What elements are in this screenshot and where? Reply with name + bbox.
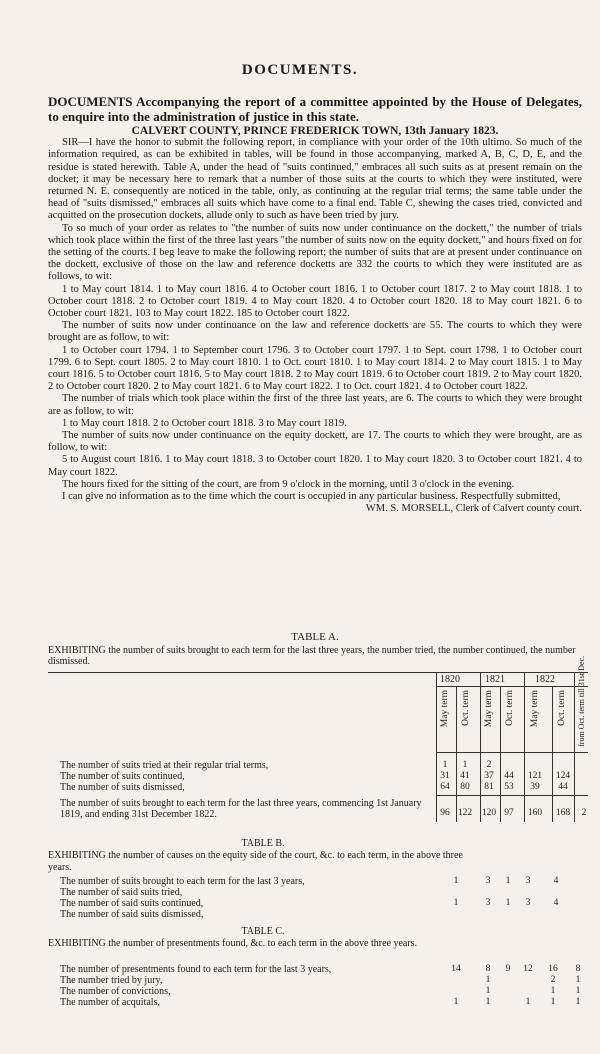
table-c-row-value: 8 (575, 964, 581, 974)
paragraph: SIR—I have the honor to submit the following report, in compliance with your order of the 10th ultimo. So much of the information required, as can be exhibited in tables, will be found in those accompanying, marked A, B, C, D, E, and the residue is stated herewith. Table A, under the head of "suits continued," embraces all such suits as at present remain on the docket; it may be necessary here to remark that a number of those suits at the courts to which they were instituted, were returned N. E. consequently are noticed in the table, only, as continuing at the regular trial terms; the same table under the head of "suits dismissed," embraces all suits which have come to a final end. Table C, shewing the cases tried, convicted and acquitted on the prosecution dockets, allude only to such as have been tried by jury. (48, 137, 582, 222)
intro-section (48, 94, 582, 516)
paragraph: 1 to May court 1818. 2 to October court 1818. 3 to May court 1819. (62, 417, 347, 429)
divider (574, 672, 575, 822)
table-c-row-value: 1 (550, 997, 556, 1007)
table-a-row-value: 31 (440, 771, 450, 781)
column-header: May term (440, 690, 450, 728)
divider (552, 686, 553, 822)
table-c-row-value: 1 (453, 997, 459, 1007)
table-a-title: TABLE A. (291, 631, 339, 643)
paragraph: The hours fixed for the sitting of the court, are from 9 o'clock in the morning, until 3 o'clock in the evening. (62, 478, 515, 490)
table-a-total-label: The number of suits brought to each term for the last three years, commencing 1st January 1819, and ending 31st December 1822. (60, 798, 422, 820)
table-c-row-value: 14 (451, 964, 461, 974)
table-c-row-value: 1 (525, 997, 531, 1007)
table-c-row-label: The number of presentments found to each term for the last 3 years, (60, 964, 332, 975)
table-c-row-value: 1 (575, 997, 581, 1007)
table-b-row-label: The number of suits brought to each term for the last 3 years, (60, 876, 305, 887)
table-b-row-value: 3 (525, 898, 531, 908)
table-a-row-value: 124 (555, 771, 571, 781)
column-header: May term (484, 690, 494, 728)
table-c-row-value: 1 (550, 986, 556, 996)
signature: WM. S. MORSELL, Clerk of Calvert county court. (365, 503, 582, 515)
table-b-title: TABLE B. (241, 838, 285, 849)
table-b-caption: EXHIBITING the number of causes on the equity side of the court, &c. to each term, in the above three years. (48, 850, 463, 873)
table-b-row-value: 1 (453, 898, 459, 908)
table-a-total-value: 160 (527, 808, 543, 818)
page-title: DOCUMENTS. (241, 62, 359, 78)
table-b-row-label: The number of said suits continued, (60, 898, 204, 909)
table-a-row-value: 37 (484, 771, 494, 781)
place-date: CALVERT COUNTY, PRINCE FREDERICK TOWN, 13th January 1823. (131, 125, 499, 137)
paragraph: 1 to October court 1794. 1 to September court 1796. 3 to October court 1797. 1 to Sept. court 1798. 1 to October court 1799. 6 to Sept. court 1805. 2 to May court 1810. 1 to Oct. court 1810. 1 to May court 1814. 2 to May court 1815. 1 to May court 1816. 5 to October court 1816. 5 to May court 1818. 2 to May court 1819. 6 to October court 1819. 2 to May court 1820. 2 to October court 1820. 2 to May court 1821. 6 to May court 1822. 1 to Oct. court 1821. 4 to October court 1822. (48, 344, 582, 393)
column-header: from Oct. term till 31st Dec. (577, 656, 586, 747)
table-c-row-value: 1 (575, 986, 581, 996)
table-a-row-value: 80 (460, 782, 470, 792)
table-c-row-value: 9 (505, 964, 511, 974)
divider (436, 686, 588, 687)
table-a-caption: EXHIBITING the number of suits brought to each term for the last three years, the number tried, the number continued, the number dismissed. (48, 645, 576, 667)
paragraph: The number of suits now under continuance on the equity dockett, are 17. The courts to which they were brought, are as follow, to wit: (48, 430, 582, 454)
table-b-row-value: 3 (485, 876, 491, 886)
table-a-total-value: 96 (440, 808, 450, 818)
divider (500, 686, 501, 822)
column-header: Oct. term (505, 690, 515, 726)
table-b-row-value: 4 (553, 876, 559, 886)
column-header: Oct. term (461, 690, 471, 726)
table-c-row-value: 1 (485, 997, 491, 1007)
divider (436, 795, 588, 796)
paragraph: The number of suits now under continuance on the law and reference docketts are 55. The courts to which they were brought are as follow, to wit: (48, 320, 582, 344)
column-header: Oct. term (557, 690, 567, 726)
table-c-caption: EXHIBITING the number of presentments found, &c. to each term in the above three years. (48, 938, 418, 949)
divider (456, 686, 457, 822)
intro-heading: DOCUMENTS Accompanying the report of a committee appointed by the House of Delegates, to enquire into the administration of justice in this state. (48, 94, 582, 124)
table-b-row-value: 4 (553, 898, 559, 908)
table-a-total-value: 2 (581, 808, 587, 818)
table-c-row-label: The number of convictions, (60, 986, 171, 997)
table-a-row-value: 1 (462, 760, 468, 770)
table-b-row-value: 1 (453, 876, 459, 886)
table-c-row-value: 8 (485, 964, 491, 974)
table-c-row-value: 1 (485, 975, 491, 985)
table-a-row-value: 121 (527, 771, 543, 781)
table-a-row-value: 1 (442, 760, 448, 770)
table-c-row-value: 1 (485, 986, 491, 996)
year-label: 1821 (485, 674, 505, 685)
divider (436, 672, 437, 822)
divider (48, 672, 588, 673)
table-b-row-value: 1 (505, 898, 511, 908)
table-b-row-label: The number of said suits dismissed, (60, 909, 204, 920)
paragraph: To so much of your order as relates to "the number of suits now under continuance on the dockett," the number of trials which took place within the first of the three last years "the number of suits now on the equity dockett," and hours fixed on for the setting of the courts. I beg leave to make the following report; the number of suits that are at present under continuance on the dockett, exclusive of those on the law and reference docketts are 332 the courts to which they were instituted are as follows, to wit: (48, 222, 582, 283)
table-b-row-value: 3 (485, 898, 491, 908)
table-a-row-value: 64 (440, 782, 450, 792)
table-c-row-label: The number tried by jury, (60, 975, 163, 986)
table-a-total-value: 97 (504, 808, 514, 818)
table-a-row-label: The number of suits tried at their regular trial terms, (60, 760, 269, 771)
paragraph: I can give no information as to the time which the court is occupied in any particular business. Respectfully submitted, (62, 491, 561, 503)
table-a-row-value: 39 (530, 782, 540, 792)
paragraph: 5 to August court 1816. 1 to May court 1818. 3 to October court 1820. 1 to May court 1820. 3 to October court 1821. 4 to May court 1822. (48, 454, 582, 478)
table-a-total-value: 120 (481, 808, 497, 818)
table-a-row-value: 44 (504, 771, 514, 781)
table-a-total-value: 168 (555, 808, 571, 818)
column-header: May term (530, 690, 540, 728)
table-b-row-label: The number of said suits tried, (60, 887, 183, 898)
table-b-row-value: 1 (505, 876, 511, 886)
table-c-row-value: 1 (575, 975, 581, 985)
table-c-row-value: 2 (550, 975, 556, 985)
year-label: 1822 (535, 674, 555, 685)
table-c-row-label: The number of acquitals, (60, 997, 160, 1008)
table-a-row-value: 41 (460, 771, 470, 781)
table-a-row-label: The number of suits dismissed, (60, 782, 185, 793)
table-a-row-value: 44 (558, 782, 568, 792)
table-a-row-label: The number of suits continued, (60, 771, 185, 782)
table-c-row-value: 12 (523, 964, 533, 974)
table-c-row-value: 16 (548, 964, 558, 974)
table-b-row-value: 3 (525, 876, 531, 886)
table-a-row-value: 2 (486, 760, 492, 770)
table-c-title: TABLE C. (241, 926, 285, 937)
paragraph: 1 to May court 1814. 1 to May court 1816. 4 to October court 1816. 1 to October court 1817. 2 to May court 1818. 1 to October court 1818. 2 to October court 1819. 4 to May court 1820. 4 to October court 1820. 18 to May court 1821. 6 to October court 1821. 103 to May court 1822. 185 to October court 1822. (48, 283, 582, 320)
divider (524, 672, 525, 822)
year-label: 1820 (440, 674, 460, 685)
paragraph: The number of trials which took place within the first of the three last years, are 6. The courts to which they were brought are as follow, to wit: (48, 393, 582, 417)
table-a-row-value: 81 (484, 782, 494, 792)
table-a-total-value: 122 (457, 808, 473, 818)
table-a-row-value: 53 (504, 782, 514, 792)
divider (480, 672, 481, 822)
divider (436, 752, 588, 753)
